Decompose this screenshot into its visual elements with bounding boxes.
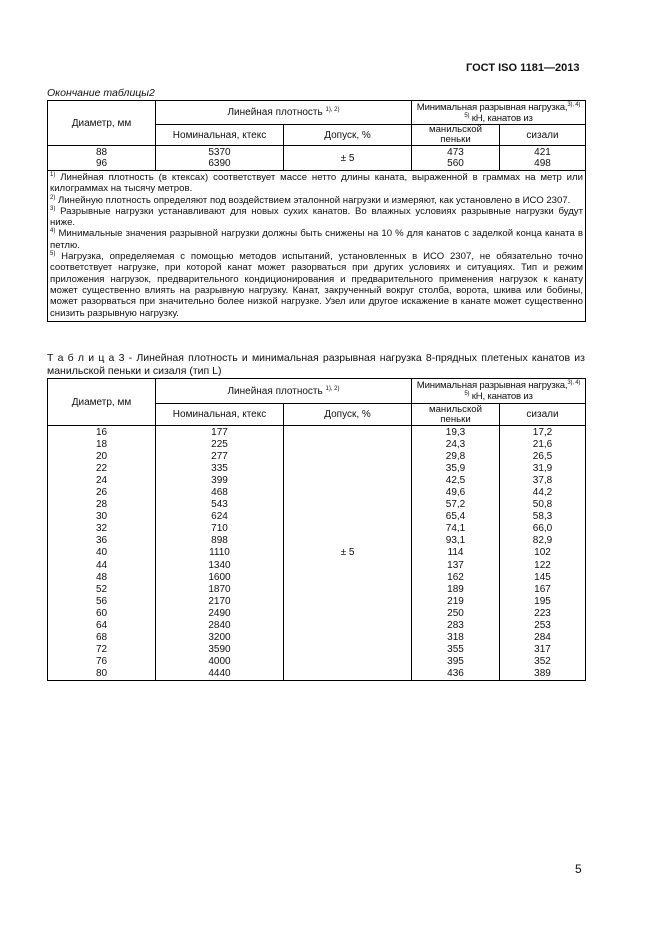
sisal-header: сизали [500, 125, 586, 146]
nominal-cell: 4440 [156, 668, 284, 681]
manila-header: манильской пеньки [412, 125, 500, 146]
nominal-cell: 399 [156, 474, 284, 486]
tolerance-cell: ± 5 [284, 146, 412, 171]
nominal-cell: 5370 6390 [156, 146, 284, 171]
sisal-cell: 421 498 [500, 146, 586, 171]
diameter-cell: 80 [48, 668, 156, 681]
sisal-cell: 122 [500, 559, 586, 571]
diameter-cell: 68 [48, 632, 156, 644]
sisal-cell: 389 [500, 668, 586, 681]
tolerance-cell: ± 5 [284, 426, 412, 681]
manila-cell: 42,5 [412, 474, 500, 486]
diameter-cell: 24 [48, 474, 156, 486]
sisal-cell: 284 [500, 632, 586, 644]
diameter-cell: 26 [48, 486, 156, 498]
nominal-cell: 1110 [156, 547, 284, 559]
manila-cell: 189 [412, 583, 500, 595]
manila-cell: 162 [412, 571, 500, 583]
diameter-cell: 44 [48, 559, 156, 571]
manila-cell: 49,6 [412, 486, 500, 498]
diameter-cell: 60 [48, 607, 156, 619]
table3-body [48, 426, 586, 681]
nominal-cell: 2490 [156, 607, 284, 619]
manila-cell: 395 [412, 656, 500, 668]
nominal-cell: 2840 [156, 620, 284, 632]
sisal-cell: 50,8 [500, 499, 586, 511]
nominal-cell: 4000 [156, 656, 284, 668]
diameter-cell: 40 [48, 547, 156, 559]
manila-header: манильской пеньки [412, 404, 500, 426]
manila-cell: 19,3 [412, 426, 500, 439]
nominal-cell: 3200 [156, 632, 284, 644]
tolerance-header: Допуск, % [284, 125, 412, 146]
table-footnotes [48, 171, 586, 322]
table-2-end [47, 100, 586, 322]
diameter-header: Диаметр, мм [48, 101, 156, 146]
nominal-cell: 1340 [156, 559, 284, 571]
table-row [48, 426, 586, 439]
nominal-cell: 335 [156, 462, 284, 474]
diameter-cell: 30 [48, 511, 156, 523]
table1-caption: Окончание таблицы2 [47, 87, 155, 99]
manila-cell: 219 [412, 595, 500, 607]
diameter-cell: 22 [48, 462, 156, 474]
manila-cell: 74,1 [412, 523, 500, 535]
manila-cell: 250 [412, 607, 500, 619]
diameter-cell: 56 [48, 595, 156, 607]
nominal-cell: 2170 [156, 595, 284, 607]
nominal-header: Номинальная, ктекс [156, 125, 284, 146]
sisal-cell: 317 [500, 644, 586, 656]
min-breaking-load-header: Минимальная разрывная нагрузка,$^{3), 4)}$ $^{5)}$ кН, канатов из [412, 379, 586, 404]
diameter-header: Диаметр, мм [48, 379, 156, 426]
manila-cell: 57,2 [412, 499, 500, 511]
sisal-cell: 223 [500, 607, 586, 619]
manila-cell: 318 [412, 632, 500, 644]
footnote: $^{2)}$ Линейную плотность определяют под воздействием эталонной нагрузки и измеряют, как установлено в ИСО 2307. [50, 194, 571, 206]
manila-cell: 473 560 [412, 146, 500, 171]
sisal-cell: 26,5 [500, 450, 586, 462]
sisal-cell: 58,3 [500, 511, 586, 523]
sisal-cell: 21,6 [500, 438, 586, 450]
page-number: 5 [575, 862, 582, 876]
sisal-header: сизали [500, 404, 586, 426]
sisal-cell: 352 [500, 656, 586, 668]
manila-cell: 283 [412, 620, 500, 632]
manila-cell: 29,8 [412, 450, 500, 462]
sisal-cell: 66,0 [500, 523, 586, 535]
nominal-cell: 3590 [156, 644, 284, 656]
table3-caption: Т а б л и ц а 3 - Линейная плотность и минимальная разрывная нагрузка 8-прядных плетеных канатов из манильской пеньки и сизаля (тип L) [47, 352, 585, 377]
sisal-cell: 31,9 [500, 462, 586, 474]
sisal-cell: 102 [500, 547, 586, 559]
footnote: $^{5)}$ Нагрузка, определяемая с помощью методов испытаний, установленных в ИСО 2307, не обязательно точно соответствует нагрузке, при которой канат может разорваться при других условиях и ситуациях. Тип и режим приложения нагрузок, предварительного кондиционирования и предварительного применения нагрузок к канату может существенно влиять на разрывную нагрузку. Канат, закрученный вокруг столба, ворота, шкива или бобины, может разорваться при значительно более низкой нагрузке. Узел или другое искажение в канате может существенно снизить разрывную нагрузку. [50, 251, 583, 319]
diameter-cell: 52 [48, 583, 156, 595]
diameter-cell: 32 [48, 523, 156, 535]
diameter-cell: 48 [48, 571, 156, 583]
sisal-cell: 195 [500, 595, 586, 607]
sisal-cell: 145 [500, 571, 586, 583]
linear-density-header: Линейная плотность $^{1), 2)}$ [156, 379, 412, 404]
manila-cell: 65,4 [412, 511, 500, 523]
diameter-cell: 64 [48, 620, 156, 632]
manila-cell: 436 [412, 668, 500, 681]
nominal-cell: 624 [156, 511, 284, 523]
manila-cell: 114 [412, 547, 500, 559]
table-3 [47, 378, 586, 681]
nominal-cell: 177 [156, 426, 284, 439]
sisal-cell: 17,2 [500, 426, 586, 439]
diameter-cell: 18 [48, 438, 156, 450]
sisal-cell: 82,9 [500, 535, 586, 547]
nominal-cell: 277 [156, 450, 284, 462]
manila-cell: 93,1 [412, 535, 500, 547]
nominal-header: Номинальная, ктекс [156, 404, 284, 426]
diameter-cell: 16 [48, 426, 156, 439]
nominal-cell: 543 [156, 499, 284, 511]
diameter-cell: 76 [48, 656, 156, 668]
sisal-cell: 44,2 [500, 486, 586, 498]
diameter-cell: 72 [48, 644, 156, 656]
nominal-cell: 1870 [156, 583, 284, 595]
manila-cell: 137 [412, 559, 500, 571]
footnote: $^{3)}$ Разрывные нагрузки устанавливают для новых сухих канатов. Во влажных условиях разрывные нагрузки будут ниже. [50, 205, 584, 229]
tolerance-header: Допуск, % [284, 404, 412, 426]
diameter-cell: 88 96 [48, 146, 156, 171]
min-breaking-load-header: Минимальная разрывная нагрузка,$^{3), 4)}$ $^{5)}$ кН, канатов из [412, 101, 586, 125]
manila-cell: 24,3 [412, 438, 500, 450]
sisal-cell: 167 [500, 583, 586, 595]
footnote: $^{4)}$ Минимальные значения разрывной нагрузки должны быть снижены на 10 % для канатов с заделкой конца каната в петлю. [50, 228, 583, 251]
manila-cell: 35,9 [412, 462, 500, 474]
linear-density-header: Линейная плотность $^{1), 2)}$ [156, 101, 412, 125]
nominal-cell: 710 [156, 523, 284, 535]
footnote: $^{1)}$ Линейная плотность (в ктексах) соответствует массе нетто длины каната, выраженной в граммах на метр или килограммах на тысячу метров. [50, 172, 583, 195]
nominal-cell: 468 [156, 486, 284, 498]
diameter-cell: 28 [48, 499, 156, 511]
diameter-cell: 20 [48, 450, 156, 462]
nominal-cell: 898 [156, 535, 284, 547]
document-code: ГОСТ ISO 1181—2013 [466, 62, 580, 74]
diameter-cell: 36 [48, 535, 156, 547]
sisal-cell: 37,8 [500, 474, 586, 486]
manila-cell: 355 [412, 644, 500, 656]
sisal-cell: 253 [500, 620, 586, 632]
nominal-cell: 225 [156, 438, 284, 450]
nominal-cell: 1600 [156, 571, 284, 583]
